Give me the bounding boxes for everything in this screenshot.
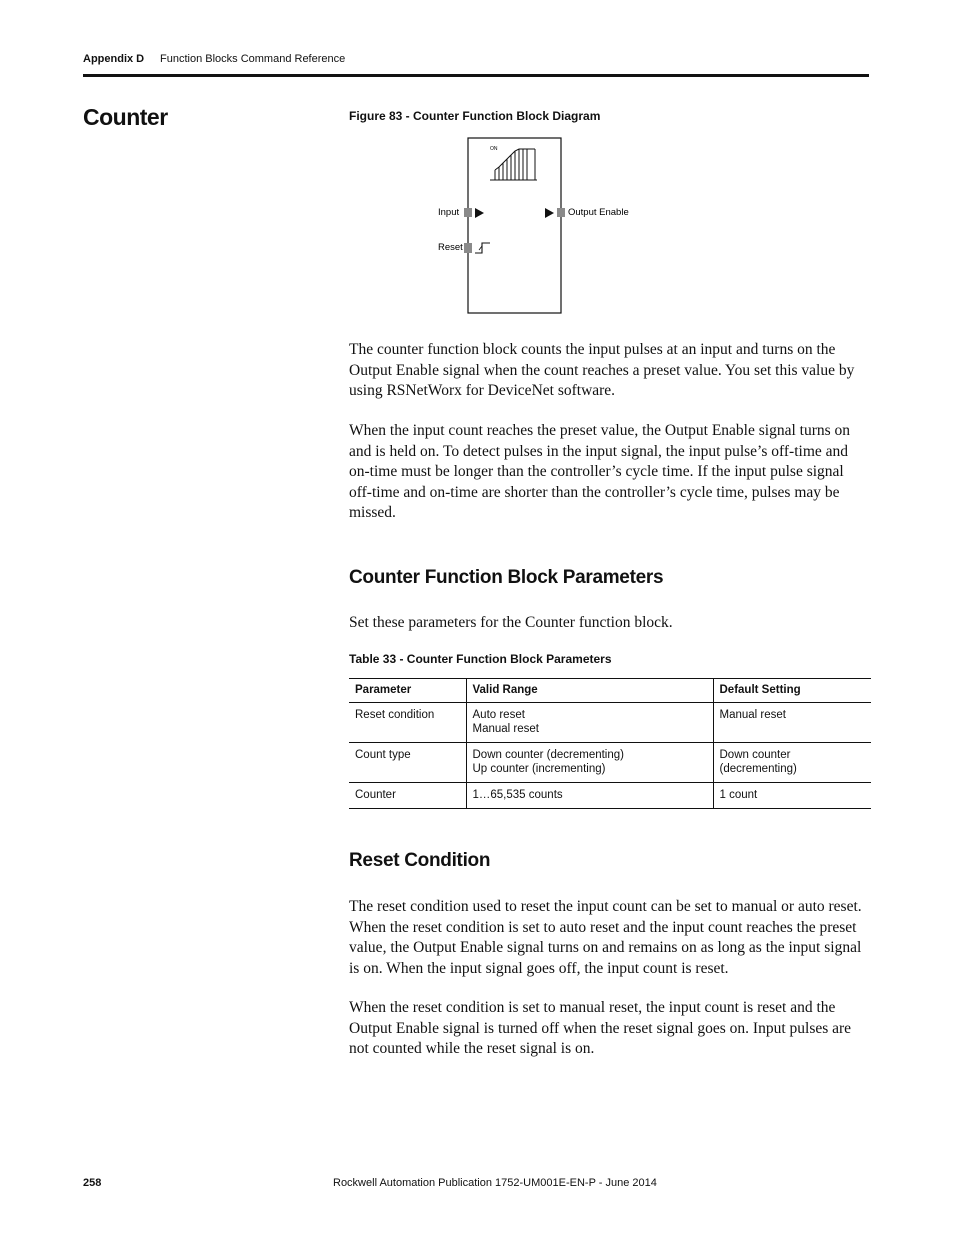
reset-heading: Reset Condition bbox=[349, 850, 491, 871]
cell-default-setting: 1 count bbox=[713, 783, 871, 809]
reset-label: Reset bbox=[438, 242, 463, 253]
range-line: 1…65,535 counts bbox=[472, 789, 563, 801]
cell-valid-range bbox=[466, 743, 713, 783]
output-port-square bbox=[557, 208, 565, 217]
cell-default-setting: Down counter (decrementing) bbox=[713, 743, 871, 783]
range-line: Manual reset bbox=[472, 723, 539, 735]
range-line: Down counter (decrementing) bbox=[472, 749, 624, 761]
params-intro: Set these parameters for the Counter function block. bbox=[349, 614, 673, 631]
cell-parameter: Reset condition bbox=[349, 703, 466, 743]
header-rule bbox=[83, 74, 869, 77]
params-heading: Counter Function Block Parameters bbox=[349, 567, 664, 588]
section-title: Counter bbox=[83, 104, 168, 130]
reset-port-square bbox=[464, 243, 472, 253]
cell-valid-range bbox=[466, 783, 713, 809]
intro-paragraph-2: When the input count reaches the preset value, the Output Enable signal turns on and is held on. To detect pulses in the input signal, the input pulse’s off-time and on-time must be longer than the controller’s cycle time. If the input pulse signal off-time and on-time are shorter than the controller’s cycle time, pulses may be missed. bbox=[349, 422, 851, 521]
column-header-valid-range: Valid Range bbox=[466, 679, 713, 703]
table-row bbox=[349, 743, 871, 783]
reset-paragraph-2: When the reset condition is set to manual reset, the input count is reset and the Output Enable signal is turned off when the reset signal goes on. Input pulses are not counted while the reset signal is on. bbox=[349, 999, 852, 1057]
reset-paragraph-1: The reset condition used to reset the input count can be set to manual or auto reset. When the reset condition is set to auto reset and the input count reaches the preset value, the Output Enable signal turns on and remains on as long as the input signal is on. When the input signal goes off, the input count is reset. bbox=[349, 898, 862, 977]
column-header-parameter: Parameter bbox=[349, 679, 466, 703]
range-line: Up counter (incrementing) bbox=[472, 763, 606, 775]
cell-valid-range bbox=[466, 703, 713, 743]
table-row bbox=[349, 783, 871, 809]
cell-default-setting: Manual reset bbox=[713, 703, 871, 743]
counter-function-block-diagram bbox=[430, 130, 650, 325]
header-appendix: Appendix D bbox=[83, 53, 145, 65]
publication-info: Rockwell Automation Publication 1752-UM001E-EN-P - June 2014 bbox=[333, 1177, 657, 1189]
column-header-default-setting: Default Setting bbox=[713, 679, 871, 703]
header-title: Function Blocks Command Reference bbox=[160, 53, 346, 65]
table-header-row bbox=[349, 679, 871, 703]
on-label: ON bbox=[490, 146, 498, 152]
figure-caption: Figure 83 - Counter Function Block Diagram bbox=[349, 109, 601, 123]
page-number: 258 bbox=[83, 1177, 102, 1189]
table-caption: Table 33 - Counter Function Block Parameters bbox=[349, 652, 612, 666]
cell-parameter: Count type bbox=[349, 743, 466, 783]
table-row bbox=[349, 703, 871, 743]
intro-paragraph-1: The counter function block counts the input pulses at an input and turns on the Output Enable signal when the count reaches a preset value. You set this value by using RSNetWorx for DeviceNet software. bbox=[349, 341, 855, 399]
input-label: Input bbox=[438, 207, 460, 218]
input-port-square bbox=[464, 208, 472, 217]
cell-parameter: Counter bbox=[349, 783, 466, 809]
range-line: Auto reset bbox=[472, 709, 525, 721]
output-enable-label: Output Enable bbox=[568, 207, 629, 218]
parameters-table bbox=[349, 678, 871, 809]
